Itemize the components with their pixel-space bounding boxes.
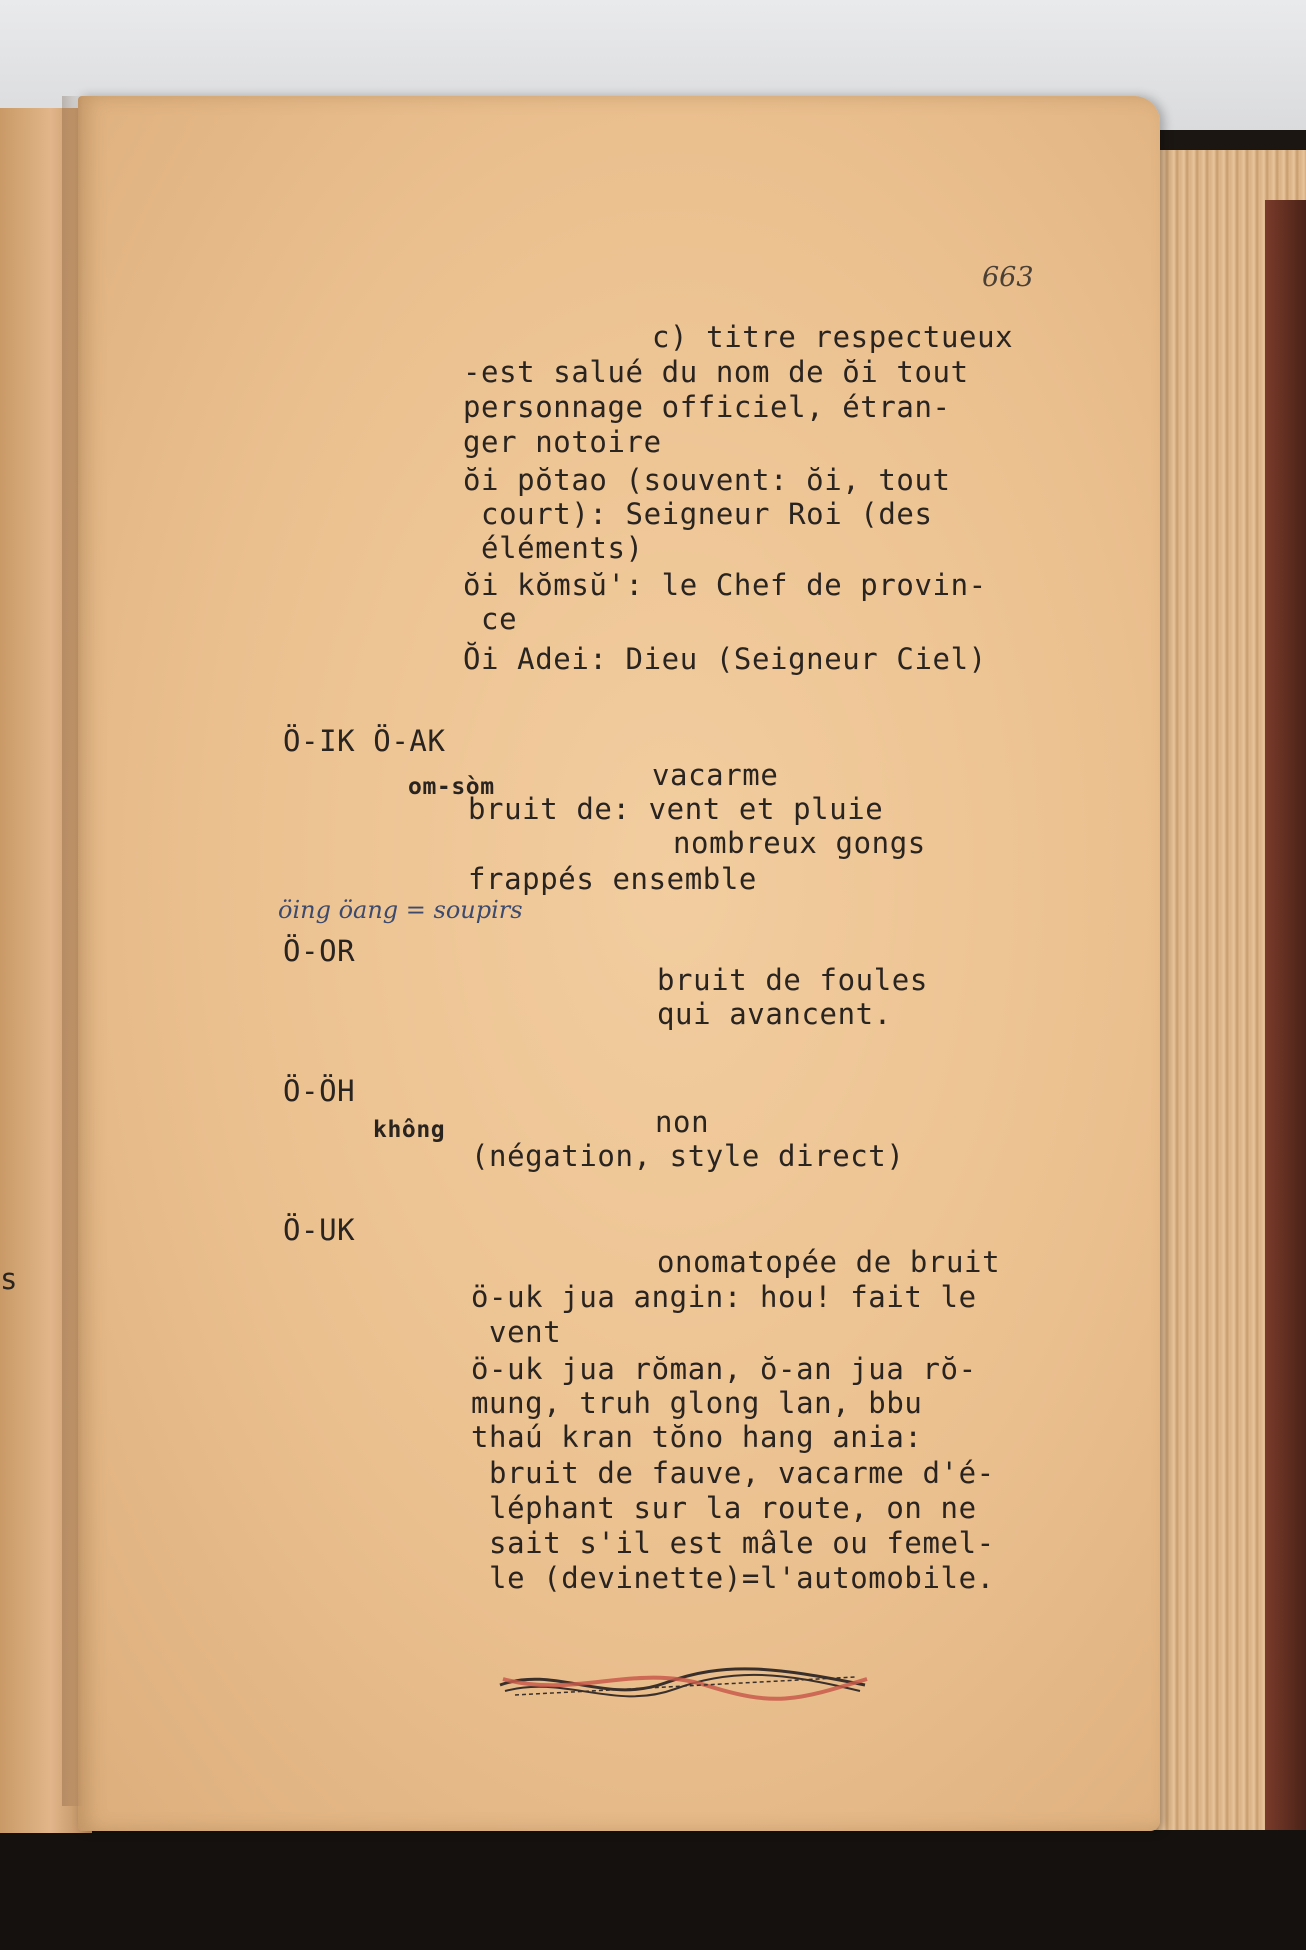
entry-line: bruit de fauve, vacarme d'é- bbox=[471, 1456, 995, 1490]
page-gutter bbox=[62, 96, 92, 1806]
entry-line: (négation, style direct) bbox=[471, 1139, 905, 1173]
page-number: 663 bbox=[982, 262, 1034, 293]
entry-line: court): Seigneur Roi (des bbox=[463, 497, 933, 531]
entry-line: léphant sur la route, on ne bbox=[471, 1491, 977, 1525]
handwritten-note: öing öang = soupirs bbox=[278, 896, 523, 924]
book-cover-edge bbox=[1265, 200, 1306, 1830]
entry-line: ce bbox=[463, 602, 518, 636]
left-page-text: s bbox=[0, 1262, 18, 1296]
entry-line: vacarme bbox=[652, 758, 779, 792]
entry-headword: Ö-ÖH bbox=[283, 1074, 356, 1108]
entry-line: bruit de foules bbox=[657, 963, 928, 997]
entry-line: le (devinette)=l'automobile. bbox=[471, 1561, 995, 1595]
entry-line: thaú kran tŏno hang ania: bbox=[471, 1420, 923, 1454]
entry-line: non bbox=[655, 1105, 710, 1139]
entry-line: -est salué du nom de ŏi tout bbox=[463, 355, 969, 389]
entry-line: c) titre respectueux bbox=[652, 320, 1014, 354]
entry-headword: Ö-OR bbox=[283, 934, 356, 968]
entry-headword: Ö-UK bbox=[283, 1213, 356, 1247]
entry-line: bruit de: vent et pluie bbox=[468, 792, 884, 826]
entry-gloss: om-sòm bbox=[408, 774, 495, 800]
entry-line: ŏi pŏtao (souvent: ŏi, tout bbox=[463, 463, 951, 497]
entry-line: éléments) bbox=[463, 531, 644, 565]
entry-line: ŏi kŏmsŭ': le Chef de provin- bbox=[463, 568, 987, 602]
background-shadow bbox=[0, 1830, 1306, 1950]
entry-line: mung, truh glong lan, bbu bbox=[471, 1386, 923, 1420]
entry-line: vent bbox=[471, 1315, 562, 1349]
entry-line: sait s'il est mâle ou femel- bbox=[471, 1526, 995, 1560]
entry-line: qui avancent. bbox=[657, 997, 892, 1031]
entry-line: personnage officiel, étran- bbox=[463, 390, 951, 424]
entry-gloss: không bbox=[373, 1117, 446, 1143]
entry-line: nombreux gongs bbox=[673, 826, 926, 860]
entry-line: ö-uk jua angin: hou! fait le bbox=[471, 1280, 977, 1314]
entry-line: ger notoire bbox=[463, 425, 662, 459]
crossed-out-ornament bbox=[495, 1655, 875, 1715]
entry-line: onomatopée de bruit bbox=[657, 1245, 1001, 1279]
entry-headword: Ö-IK Ö-AK bbox=[283, 724, 446, 758]
entry-line: frappés ensemble bbox=[468, 862, 757, 896]
entry-line: ö-uk jua rŏman, ŏ-an jua rŏ- bbox=[471, 1352, 977, 1386]
entry-line: Ŏi Adei: Dieu (Seigneur Ciel) bbox=[463, 642, 987, 676]
